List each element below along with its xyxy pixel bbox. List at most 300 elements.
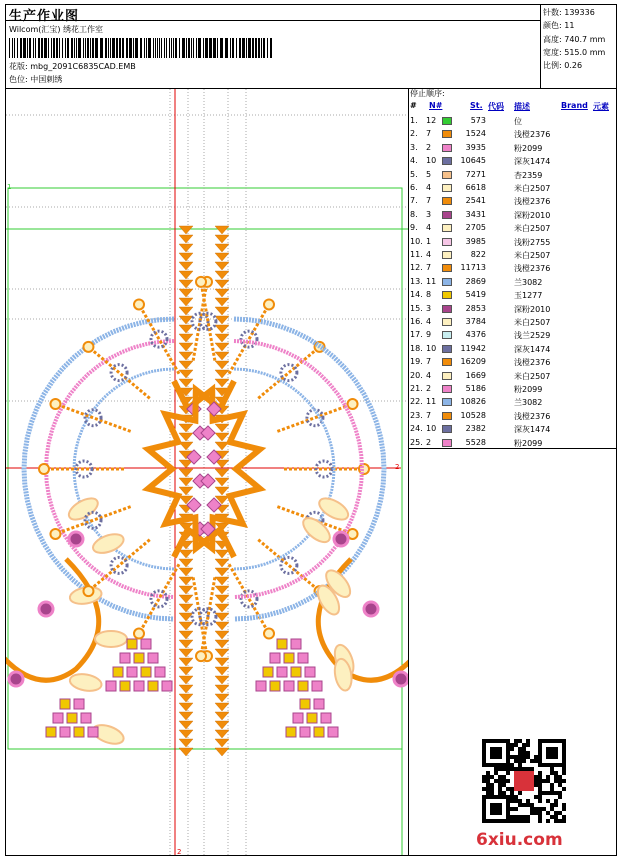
qr-module xyxy=(538,815,542,819)
square-motif xyxy=(286,727,296,737)
zigzag-mark xyxy=(215,586,229,594)
marker-2-bottom: 2 xyxy=(177,848,182,855)
page-title: 生产作业图 xyxy=(9,9,80,24)
square-motif xyxy=(155,667,165,677)
stop-row xyxy=(408,396,616,409)
barcode-bar xyxy=(20,38,22,58)
stat-row xyxy=(543,6,605,19)
zigzag-mark xyxy=(215,658,229,666)
zigzag-mark xyxy=(215,307,229,315)
file-label: 花版: xyxy=(9,62,28,71)
qr-module xyxy=(538,783,542,787)
color-swatch xyxy=(442,157,452,165)
barcode-bar xyxy=(17,38,18,58)
position-label: 色位: xyxy=(9,75,28,84)
square-motif xyxy=(314,699,324,709)
row-stitches: 10826 xyxy=(460,397,486,407)
qr-module xyxy=(538,775,542,779)
barcode-bar xyxy=(41,38,43,58)
flower-bud xyxy=(264,629,274,639)
color-swatch xyxy=(442,291,452,299)
qr-module xyxy=(490,783,494,787)
barcode-bar xyxy=(119,38,121,58)
position-value: 中国刺绣 xyxy=(30,75,63,84)
barcode xyxy=(9,38,274,58)
barcode-bar xyxy=(263,38,265,58)
qr-module xyxy=(510,807,514,811)
qr-module xyxy=(538,795,542,799)
barcode-bar xyxy=(193,38,194,58)
barcode-bar xyxy=(267,38,268,58)
row-description: 浅橙2376 xyxy=(514,130,551,140)
spoke xyxy=(229,564,269,633)
file-name-line xyxy=(9,61,136,72)
barcode-bar xyxy=(126,38,128,58)
column-header-brand: Brand xyxy=(561,101,588,110)
barcode-bar xyxy=(175,38,177,58)
barcode-bar xyxy=(51,38,52,58)
qr-module xyxy=(558,795,562,799)
square-motif xyxy=(53,713,63,723)
stop-row xyxy=(408,209,616,222)
barcode-bar xyxy=(188,38,190,58)
zigzag-mark xyxy=(179,586,193,594)
qr-module xyxy=(538,819,542,823)
qr-module xyxy=(518,763,522,767)
stat-label: 针数: xyxy=(543,8,562,17)
row-stitches: 1524 xyxy=(465,129,486,139)
design-stats xyxy=(543,6,605,72)
color-swatch xyxy=(442,264,452,272)
square-motif xyxy=(81,713,91,723)
qr-module xyxy=(486,791,490,795)
stop-row xyxy=(408,128,616,141)
spoke xyxy=(139,564,179,633)
zigzag-mark xyxy=(215,433,229,441)
barcode-bar xyxy=(236,38,237,58)
barcode-bar xyxy=(27,38,28,58)
color-swatch xyxy=(442,318,452,326)
row-needle: 7 xyxy=(426,196,432,206)
stop-row xyxy=(408,195,616,208)
barcode-bar xyxy=(209,38,212,58)
row-index: 20. xyxy=(410,370,423,380)
zigzag-mark xyxy=(179,325,193,333)
stop-row xyxy=(408,437,616,450)
qr-module xyxy=(494,771,498,775)
zigzag-mark xyxy=(179,550,193,558)
barcode-bar xyxy=(87,38,89,58)
barcode-bar xyxy=(179,38,180,58)
divider xyxy=(5,20,540,21)
qr-module xyxy=(554,803,558,807)
row-stitches: 6618 xyxy=(465,183,486,192)
qr-module xyxy=(486,783,490,787)
row-description: 位 xyxy=(514,117,522,126)
small-flower xyxy=(334,532,348,546)
barcode-bar xyxy=(225,38,228,58)
square-motif xyxy=(284,653,294,663)
zigzag-mark xyxy=(179,424,193,432)
barcode-bar xyxy=(56,38,58,58)
stop-row xyxy=(408,423,616,436)
stop-row xyxy=(408,329,616,342)
barcode-bar xyxy=(33,38,34,58)
square-motif xyxy=(134,653,144,663)
row-description: 杏2359 xyxy=(514,170,543,180)
color-swatch xyxy=(442,117,452,125)
row-needle: 9 xyxy=(426,330,432,340)
zigzag-mark xyxy=(215,694,229,702)
qr-module xyxy=(530,807,534,811)
square-motif xyxy=(113,667,123,677)
zigzag-mark xyxy=(179,343,193,351)
qr-module xyxy=(550,783,554,787)
row-description: 粉2099 xyxy=(514,385,543,394)
zigzag-mark xyxy=(179,748,193,756)
barcode-bar xyxy=(182,38,185,58)
barcode-bar xyxy=(144,38,145,58)
square-motif xyxy=(307,713,317,723)
barcode-bar xyxy=(242,38,245,58)
row-needle: 4 xyxy=(426,223,432,233)
zigzag-mark xyxy=(215,721,229,729)
studio-name: Wilcom(汇宝) 绣花工作室 xyxy=(9,25,104,34)
square-motif xyxy=(127,667,137,677)
zigzag-mark xyxy=(215,640,229,648)
barcode-bar xyxy=(220,38,223,58)
barcode-bar xyxy=(129,38,132,58)
row-description: 粉2099 xyxy=(514,143,543,153)
stop-row xyxy=(408,356,616,369)
leaf xyxy=(69,672,103,693)
qr-module xyxy=(494,767,498,771)
barcode-bar xyxy=(261,38,262,58)
zigzag-mark xyxy=(215,424,229,432)
leaf xyxy=(316,494,352,524)
qr-module xyxy=(498,783,502,787)
zigzag-mark xyxy=(179,298,193,306)
barcode-bar xyxy=(230,38,231,58)
qr-module xyxy=(526,799,530,803)
barcode-bar xyxy=(105,38,107,58)
barcode-bar xyxy=(239,38,241,58)
row-description: 米白2507 xyxy=(514,371,551,381)
stop-row xyxy=(408,303,616,316)
qr-module xyxy=(514,795,518,799)
square-motif xyxy=(321,713,331,723)
color-position-line xyxy=(9,74,62,85)
barcode-bar xyxy=(90,38,91,58)
zigzag-mark xyxy=(215,469,229,477)
color-swatch xyxy=(442,345,452,353)
qr-module xyxy=(546,779,550,783)
qr-module xyxy=(558,783,562,787)
qr-module xyxy=(482,775,486,779)
stop-row xyxy=(408,343,616,356)
leaf xyxy=(95,631,127,647)
row-description: 浅橙2376 xyxy=(514,197,551,207)
row-index: 22. xyxy=(410,397,423,407)
row-description: 米白2507 xyxy=(514,224,551,234)
marker-2: 2 xyxy=(395,463,400,471)
qr-module xyxy=(514,755,518,759)
row-needle: 10 xyxy=(426,156,437,166)
qr-module xyxy=(514,767,518,771)
zigzag-mark xyxy=(179,631,193,639)
square-motif xyxy=(270,653,280,663)
row-description: 浅橙2376 xyxy=(514,358,551,368)
zigzag-mark xyxy=(215,253,229,261)
barcode-bar xyxy=(14,38,15,58)
row-index: 25. xyxy=(410,437,423,447)
square-motif xyxy=(74,727,84,737)
qr-module xyxy=(530,803,534,807)
stat-value: 740.7 mm xyxy=(561,34,606,44)
color-swatch xyxy=(442,197,452,205)
qr-module xyxy=(558,775,562,779)
qr-module xyxy=(530,767,534,771)
small-flower xyxy=(69,532,83,546)
qr-module xyxy=(522,803,526,807)
row-stitches: 4376 xyxy=(465,330,486,340)
qr-module xyxy=(502,775,506,779)
barcode-bar xyxy=(157,38,158,58)
stop-row xyxy=(408,276,616,289)
flower-bud xyxy=(50,399,60,409)
column-header-element: 元素 xyxy=(593,102,609,111)
zigzag-mark xyxy=(179,712,193,720)
row-description: 浅兰2529 xyxy=(514,331,551,341)
zigzag-mark xyxy=(215,298,229,306)
row-stitches: 2705 xyxy=(465,223,486,233)
qr-module xyxy=(490,775,494,779)
qr-module xyxy=(554,775,558,779)
square-motif xyxy=(60,727,70,737)
barcode-bar xyxy=(74,38,75,58)
qr-module xyxy=(526,803,530,807)
row-needle: 10 xyxy=(426,424,437,434)
square-motif xyxy=(141,639,151,649)
row-needle: 2 xyxy=(426,142,432,152)
stat-value: 11 xyxy=(561,21,575,31)
qr-module xyxy=(518,815,522,819)
zigzag-mark xyxy=(215,559,229,567)
row-index: 18. xyxy=(410,343,423,353)
marker-1: 1 xyxy=(7,183,12,191)
qr-module xyxy=(518,799,522,803)
stat-value: 139336 xyxy=(561,8,595,17)
row-index: 19. xyxy=(410,357,423,367)
row-needle: 3 xyxy=(426,303,432,313)
qr-module xyxy=(526,743,530,747)
stat-row xyxy=(543,59,605,72)
row-description: 玉1277 xyxy=(514,291,543,301)
qr-module xyxy=(518,759,522,763)
square-motif xyxy=(277,667,287,677)
zigzag-mark xyxy=(215,739,229,747)
barcode-bar xyxy=(65,38,66,58)
stop-row xyxy=(408,383,616,396)
small-flower xyxy=(39,602,53,616)
qr-module xyxy=(554,819,558,823)
row-stitches: 2869 xyxy=(465,276,486,286)
qr-module xyxy=(522,819,526,823)
stop-row xyxy=(408,262,616,275)
barcode-bar xyxy=(186,38,187,58)
row-needle: 7 xyxy=(426,263,432,273)
color-swatch xyxy=(442,385,452,393)
stop-row xyxy=(408,182,616,195)
qr-module xyxy=(554,811,558,815)
qr-module xyxy=(486,779,490,783)
barcode-bar xyxy=(191,38,192,58)
row-description: 深灰1474 xyxy=(514,157,551,167)
qr-module xyxy=(502,767,506,771)
barcode-bar xyxy=(155,38,156,58)
zigzag-mark xyxy=(215,595,229,603)
qr-module xyxy=(538,779,542,783)
column-header-stitches: St. xyxy=(470,101,483,110)
qr-module xyxy=(522,747,526,751)
barcode-bar xyxy=(112,38,115,58)
stop-row xyxy=(408,316,616,329)
row-stitches: 11942 xyxy=(460,343,486,353)
qr-module xyxy=(562,779,566,783)
color-swatch xyxy=(442,358,452,366)
qr-module xyxy=(538,787,542,791)
zigzag-mark xyxy=(179,370,193,378)
row-description: 米白2507 xyxy=(514,251,551,260)
zigzag-mark xyxy=(215,577,229,585)
barcode-bar xyxy=(146,38,147,58)
qr-module xyxy=(506,767,510,771)
column-header-code: 代码 xyxy=(488,102,504,111)
row-index: 24. xyxy=(410,424,423,434)
qr-module xyxy=(534,783,538,787)
qr-module xyxy=(538,811,542,815)
qr-module xyxy=(538,799,542,803)
square-motif xyxy=(314,727,324,737)
stat-label: 颜色: xyxy=(543,21,562,31)
square-motif xyxy=(148,653,158,663)
row-description: 浅橙2376 xyxy=(514,411,551,421)
flower-bud xyxy=(39,464,49,474)
stat-label: 比例: xyxy=(543,61,562,71)
zigzag-mark xyxy=(179,667,193,675)
row-stitches: 10528 xyxy=(460,410,486,420)
row-index: 6. xyxy=(410,183,418,192)
stop-sequence-title: 停止顺序: xyxy=(410,89,445,98)
zigzag-mark xyxy=(179,262,193,270)
zigzag-mark xyxy=(179,739,193,747)
row-description: 米白2507 xyxy=(514,184,551,193)
spoke xyxy=(201,577,215,656)
zigzag-mark xyxy=(215,550,229,558)
qr-module xyxy=(554,779,558,783)
zigzag-mark xyxy=(179,253,193,261)
row-needle: 4 xyxy=(426,317,432,326)
row-needle: 8 xyxy=(426,290,432,300)
barcode-bar xyxy=(35,38,36,58)
stat-value: 515.0 mm xyxy=(561,47,606,57)
qr-module xyxy=(514,743,518,747)
qr-module xyxy=(550,815,554,819)
row-needle: 1 xyxy=(426,236,432,246)
row-index: 12. xyxy=(410,263,423,273)
zigzag-mark xyxy=(215,685,229,693)
qr-finder xyxy=(546,747,558,759)
barcode-bar xyxy=(83,38,84,58)
row-needle: 7 xyxy=(426,129,432,139)
qr-logo xyxy=(514,771,534,791)
row-stitches: 822 xyxy=(470,250,486,259)
qr-module xyxy=(554,815,558,819)
zigzag-mark xyxy=(179,676,193,684)
zigzag-mark xyxy=(179,379,193,387)
zigzag-mark xyxy=(179,577,193,585)
zigzag-mark xyxy=(215,352,229,360)
row-stitches: 2541 xyxy=(465,196,486,206)
qr-module xyxy=(526,755,530,759)
stop-row xyxy=(408,169,616,182)
flower-bud xyxy=(83,586,93,596)
row-index: 4. xyxy=(410,156,418,166)
qr-module xyxy=(534,759,538,763)
barcode-bar xyxy=(203,38,204,58)
zigzag-mark xyxy=(179,334,193,342)
square-motif xyxy=(277,639,287,649)
row-stitches: 1669 xyxy=(465,370,486,380)
square-motif xyxy=(162,681,172,691)
qr-finder xyxy=(490,747,502,759)
qr-module xyxy=(558,819,562,823)
qr-module xyxy=(514,759,518,763)
zigzag-mark xyxy=(215,361,229,369)
small-flower xyxy=(394,672,408,686)
barcode-bar xyxy=(169,38,170,58)
row-needle: 3 xyxy=(426,209,432,219)
qr-module xyxy=(506,779,510,783)
zigzag-mark xyxy=(215,703,229,711)
zigzag-mark xyxy=(179,595,193,603)
square-motif xyxy=(300,727,310,737)
color-swatch xyxy=(442,439,452,447)
square-motif xyxy=(88,727,98,737)
row-stitches: 10645 xyxy=(460,156,486,166)
row-needle: 10 xyxy=(426,343,437,353)
zigzag-mark xyxy=(179,721,193,729)
row-index: 7. xyxy=(410,196,418,206)
qr-module xyxy=(550,791,554,795)
barcode-bar xyxy=(48,38,49,58)
qr-module xyxy=(498,775,502,779)
qr-module xyxy=(542,807,546,811)
qr-module xyxy=(510,767,514,771)
qr-module xyxy=(546,791,550,795)
barcode-bar xyxy=(255,38,257,58)
row-description: 米白2507 xyxy=(514,318,551,327)
qr-module xyxy=(502,791,506,795)
row-index: 2. xyxy=(410,129,418,139)
qr-module xyxy=(518,755,522,759)
qr-module xyxy=(534,755,538,759)
qr-code xyxy=(482,739,566,823)
row-index: 8. xyxy=(410,209,418,219)
swirl-stem xyxy=(6,559,99,680)
row-index: 21. xyxy=(410,384,423,393)
qr-module xyxy=(518,791,522,795)
